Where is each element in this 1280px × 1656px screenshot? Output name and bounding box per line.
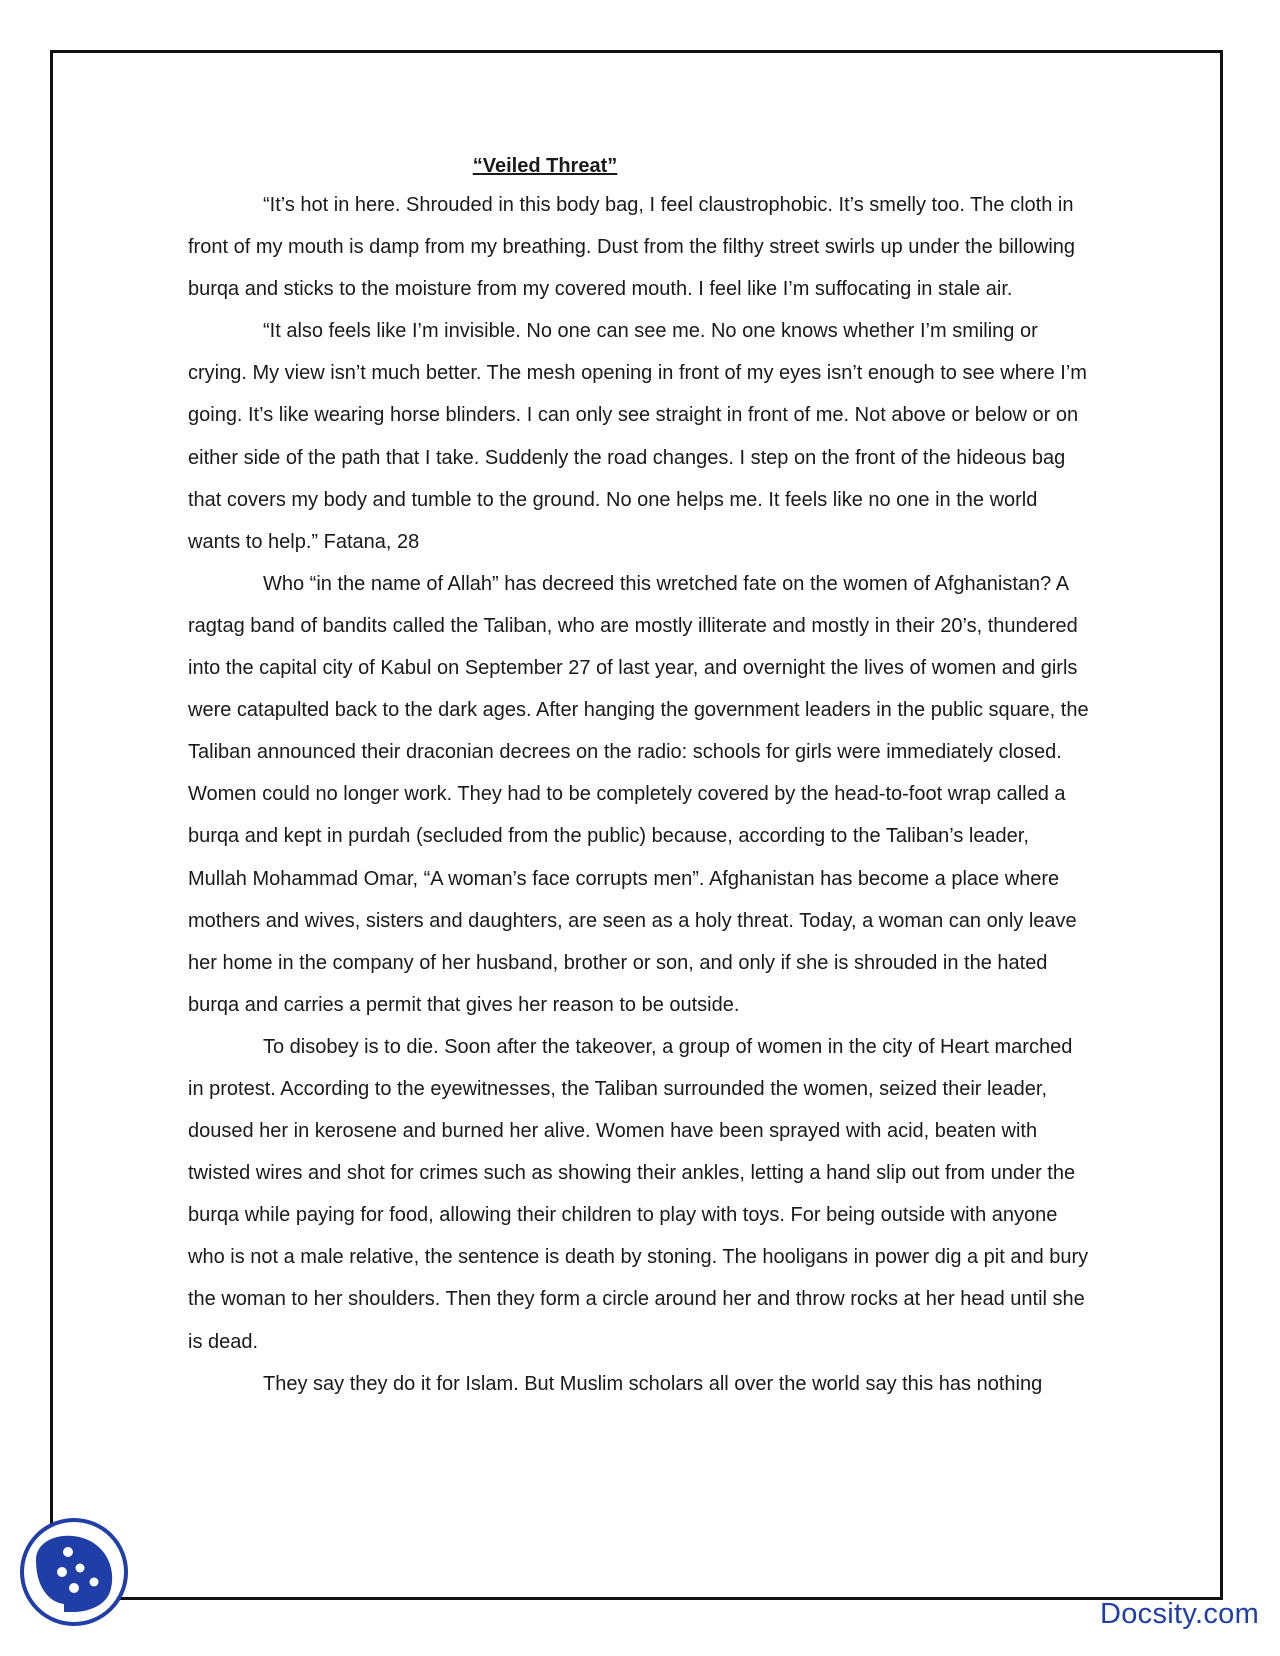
paragraph-4: To disobey is to die. Soon after the takeover, a group of women in the city of Heart marched in protest. According to the eyewitnesses, the Taliban surrounded the women, seized their leader, doused her in kerosene and burned her alive. Women have been sprayed with acid, beaten with twisted wires and shot for crimes such as showing their ankles, letting a hand slip out from under the burqa while paying for food, allowing their children to play with toys. For being outside with anyone who is not a male relative, the sentence is death by stoning. The hooligans in power dig a pit and bury the woman to her shoulders. Then they form a circle around her and throw rocks at her head until she is dead. (188, 1035, 1089, 1353)
docsity-brand-link[interactable]: Docsity.com (1100, 1598, 1260, 1630)
document-title: “Veiled Threat” (472, 155, 618, 177)
document-body (188, 148, 1092, 1405)
paragraph-1: “It’s hot in here. Shrouded in this body bag, I feel claustrophobic. It’s smelly too. The cloth in front of my mouth is damp from my breathing. Dust from the filthy street swirls up under the billowing burqa and sticks to the moisture from my covered mouth. I feel like I’m suffocating in stale air. (188, 194, 1076, 301)
docsity-logo-icon[interactable] (18, 1516, 130, 1628)
paragraph-3: Who “in the name of Allah” has decreed this wretched fate on the women of Afghanistan? A ragtag band of bandits called the Taliban, who are mostly illiterate and mostly in their 20’s, thundered into the capital city of Kabul on September 27 of last year, and overnight the lives of women and girls were catapulted back to the dark ages. After hanging the government leaders in the public square, the Taliban announced their draconian decrees on the radio: schools for girls were immediately closed. Women could no longer work. They had to be completely covered by the head-to-foot wrap called a burqa and kept in purdah (secluded from the public) because, according to the Taliban’s leader, Mullah Mohammad Omar, “A woman’s face corrupts men”. Afghanistan has become a place where mothers and wives, sisters and daughters, are seen as a holy threat. Today, a woman can only leave her home in the company of her husband, brother or son, and only if she is shrouded in the hated burqa and carries a permit that gives her reason to be outside. (188, 572, 1089, 1016)
paragraph-5: They say they do it for Islam. But Muslim scholars all over the world say this has nothing (263, 1372, 1043, 1395)
paragraph-2: “It also feels like I’m invisible. No one can see me. No one knows whether I’m smiling or crying. My view isn’t much better. The mesh opening in front of my eyes isn’t enough to see where I’m going. It’s like wearing horse blinders. I can only see straight in front of me. Not above or below or on either side of the path that I take. Suddenly the road changes. I step on the front of the hideous bag that covers my body and tumble to the ground. No one helps me. It feels like no one in the world wants to help.” Fatana, 28 (188, 320, 1087, 553)
